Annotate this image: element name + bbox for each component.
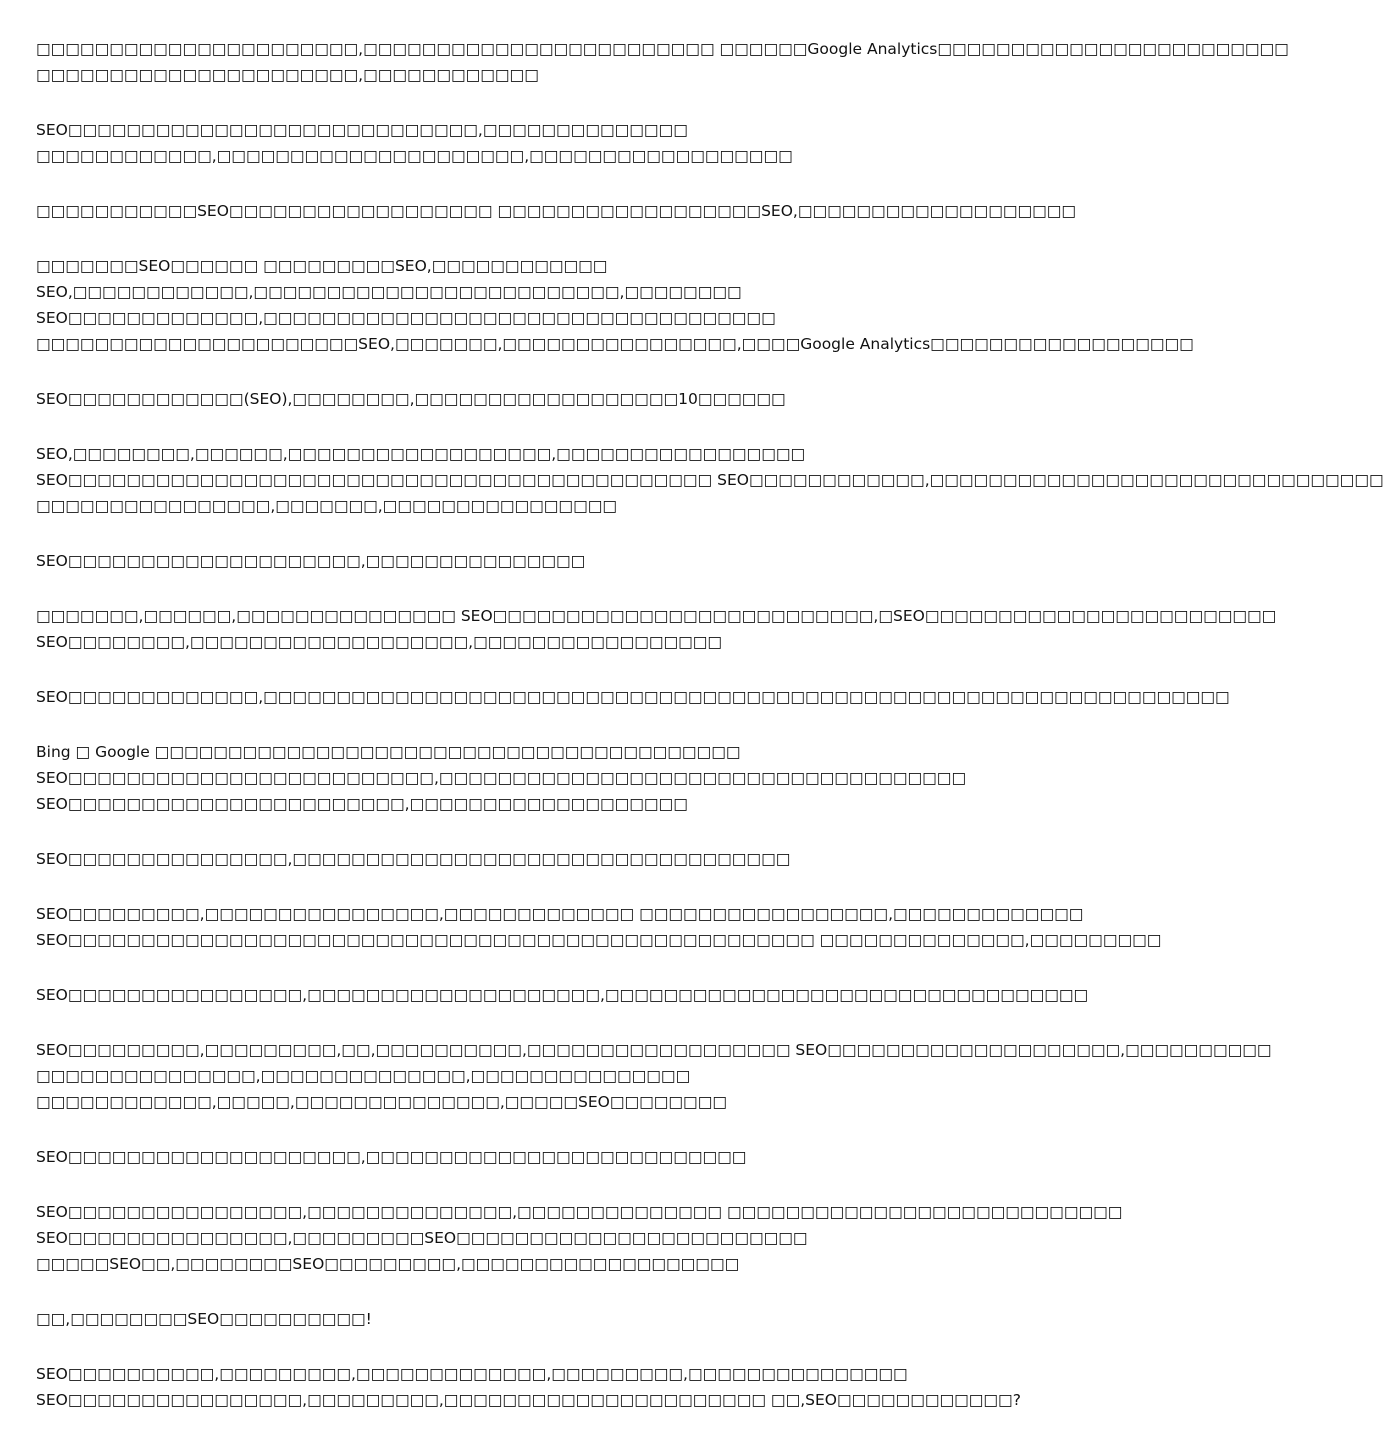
text-line: □□□□□□□,□□□□□□,□□□□□□□□□□□□□□□ SEO□□□□□□□□□□□□□□□□□□□□□□□□□□,□SEO□□□□□□□□□□□□□□□□□□□□□□□□ — [36, 607, 1277, 625]
paragraph-16 — [36, 1199, 1123, 1277]
paragraph-13 — [36, 982, 1089, 1008]
text-line: SEO□□□□□□□□□□□□□□□□□□□□,□□□□□□□□□□□□□□□ — [36, 552, 586, 570]
text-line: SEO,□□□□□□□□□□□□,□□□□□□□□□□□□□□□□□□□□□□□□□,□□□□□□□□ — [36, 283, 742, 301]
paragraph-9 — [36, 684, 1230, 710]
paragraph-3 — [36, 198, 1077, 224]
paragraph-2 — [36, 117, 990, 169]
paragraph-15 — [36, 1144, 990, 1170]
text-line: SEO□□□□□□□□□□□□□□□□□□□□□□□□□,□□□□□□□□□□□□□□□□□□□□□□□□□□□□□□□□□□□□ — [36, 769, 967, 787]
paragraph-18 — [36, 1361, 1021, 1413]
text-line: Bing □ Google □□□□□□□□□□□□□□□□□□□□□□□□□□□□□□□□□□□□□□□□ — [36, 743, 741, 761]
text-line: SEO□□□□□□□□□□□□□□□□,□□□□□□□□□□□□□□□□□□□□,□□□□□□□□□□□□□□□□□□□□□□□□□□□□□□□□□ — [36, 986, 1089, 1004]
text-line: SEO□□□□□□□□□□,□□□□□□□□□,□□□□□□□□□□□□□,□□□□□□□□□,□□□□□□□□□□□□□□□ — [36, 1365, 908, 1383]
text-line: SEO□□□□□□□□□□□□□□□□□□□□□□□□□□□□□□□□□□□□□□□□□□□□ SEO□□□□□□□□□□□□,□□□□□□□□□□□□□□□□□□□□□□□□□□□□□□□ — [36, 471, 1384, 489]
text-line: SEO□□□□□□□□□□□□□□□□□□□□□□□□□□□□,□□□□□□□□□□□□□□ — [36, 121, 688, 139]
text-line: □□□□□□□□□□□□□□□□□□□□□□,□□□□□□□□□□□□ — [36, 66, 539, 84]
text-line: □□□□□□□□□□□□,□□□□□,□□□□□□□□□□□□□□,□□□□□SEO□□□□□□□□ — [36, 1093, 727, 1111]
text-line: □□□□□□□SEO□□□□□□ □□□□□□□□□SEO,□□□□□□□□□□□□ — [36, 257, 608, 275]
text-line: SEO□□□□□□□□□□□□□□□□,□□□□□□□□□□□□□□,□□□□□□□□□□□□□□ □□□□□□□□□□□□□□□□□□□□□□□□□□□ — [36, 1203, 1123, 1221]
text-line: □□,□□□□□□□□SEO□□□□□□□□□□! — [36, 1310, 372, 1328]
text-line: SEO□□□□□□□□□,□□□□□□□□□□□□□□□□,□□□□□□□□□□□□□ □□□□□□□□□□□□□□□□□,□□□□□□□□□□□□□ — [36, 905, 1084, 923]
paragraph-8 — [36, 603, 1277, 655]
paragraph-11 — [36, 846, 990, 872]
text-line: SEO□□□□□□□□□□□□□,□□□□□□□□□□□□□□□□□□□□□□□□□□□□□□□□□□□□□□□□□□□□□□□□□□□□□□□□□□□□□□□□□□ — [36, 688, 1230, 706]
text-line: □□□□□SEO□□,□□□□□□□□SEO□□□□□□□□□,□□□□□□□□□□□□□□□□□□□ — [36, 1255, 740, 1273]
paragraph-10 — [36, 739, 990, 817]
paragraph-12 — [36, 901, 1162, 953]
text-line: SEO□□□□□□□□□□□□□□□□□□□□□□□,□□□□□□□□□□□□□□□□□□□ — [36, 795, 688, 813]
text-line: SEO□□□□□□□□□□□□□□□,□□□□□□□□□□□□□□□□□□□□□□□□□□□□□□□□□□ — [36, 850, 791, 868]
text-line: SEO,□□□□□□□□,□□□□□□,□□□□□□□□□□□□□□□□□□,□□□□□□□□□□□□□□□□□ — [36, 445, 806, 463]
paragraph-4 — [36, 253, 1194, 357]
paragraph-1 — [36, 36, 1289, 88]
text-line: □□□□□□□□□□□□□□□□□□□□□□,□□□□□□□□□□□□□□□□□□□□□□□□ □□□□□□Google Analytics□□□□□□□□□□□□□□□□□□□□□□□□ — [36, 40, 1289, 58]
text-line: SEO□□□□□□□□□□□□□□□,□□□□□□□□□SEO□□□□□□□□□□□□□□□□□□□□□□□□ — [36, 1229, 808, 1247]
paragraph-7 — [36, 548, 990, 574]
paragraph-5 — [36, 386, 990, 412]
text-line: □□□□□□□□□□□SEO□□□□□□□□□□□□□□□□□□ □□□□□□□□□□□□□□□□□□SEO,□□□□□□□□□□□□□□□□□□□ — [36, 202, 1077, 220]
text-line: □□□□□□□□□□□□□□□□,□□□□□□□,□□□□□□□□□□□□□□□□ — [36, 497, 618, 515]
text-line: SEO□□□□□□□□□□□□□,□□□□□□□□□□□□□□□□□□□□□□□□□□□□□□□□□□□ — [36, 309, 776, 327]
paragraph-6 — [36, 441, 1384, 519]
text-line: □□□□□□□□□□□□,□□□□□□□□□□□□□□□□□□□□□,□□□□□□□□□□□□□□□□□□ — [36, 147, 793, 165]
text-line: □□□□□□□□□□□□□□□,□□□□□□□□□□□□□□,□□□□□□□□□□□□□□□ — [36, 1067, 691, 1085]
text-line: SEO□□□□□□□□□□□□(SEO),□□□□□□□□,□□□□□□□□□□□□□□□□□□10□□□□□□ — [36, 390, 786, 408]
text-line: SEO□□□□□□□□,□□□□□□□□□□□□□□□□□□□,□□□□□□□□□□□□□□□□□ — [36, 633, 723, 651]
paragraph-14 — [36, 1037, 1272, 1115]
paragraph-17 — [36, 1306, 990, 1332]
text-line: SEO□□□□□□□□□,□□□□□□□□□,□□,□□□□□□□□□□,□□□□□□□□□□□□□□□□□□ SEO□□□□□□□□□□□□□□□□□□□□,□□□□□□□□□□ — [36, 1041, 1272, 1059]
text-line: □□□□□□□□□□□□□□□□□□□□□□SEO,□□□□□□□,□□□□□□□□□□□□□□□□,□□□□Google Analytics□□□□□□□□□□□□□□□□□□ — [36, 335, 1194, 353]
text-line: SEO□□□□□□□□□□□□□□□□,□□□□□□□□□,□□□□□□□□□□□□□□□□□□□□□□ □□,SEO□□□□□□□□□□□□? — [36, 1391, 1021, 1409]
text-line: SEO□□□□□□□□□□□□□□□□□□□□,□□□□□□□□□□□□□□□□□□□□□□□□□□ — [36, 1148, 747, 1166]
text-line: SEO□□□□□□□□□□□□□□□□□□□□□□□□□□□□□□□□□□□□□□□□□□□□□□□□□□□ □□□□□□□□□□□□□□,□□□□□□□□□ — [36, 931, 1162, 949]
